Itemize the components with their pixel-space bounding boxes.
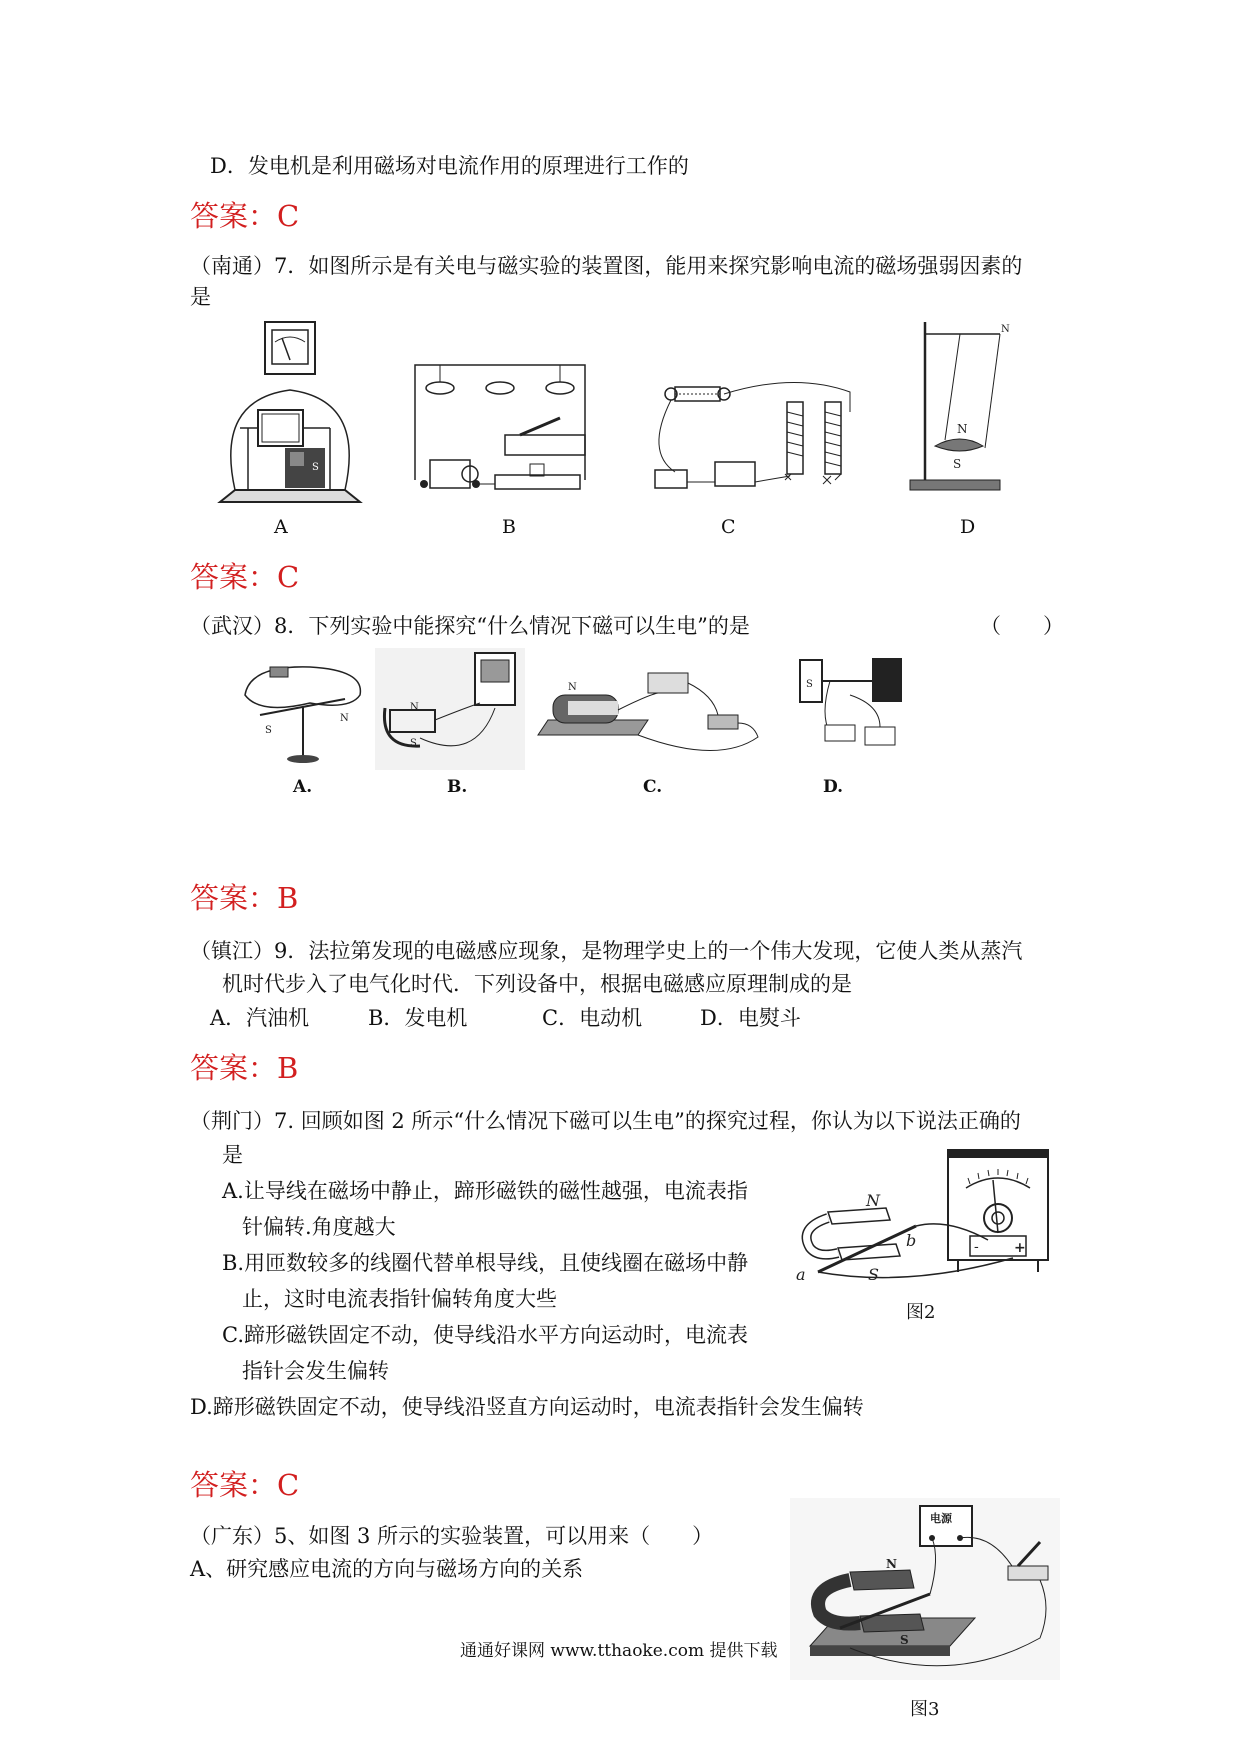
q8-wuhan-caption-b: B. [447,777,468,797]
q5-guangdong-figure-caption: 图3 [910,1699,940,1720]
q7-jingmen-figure-2 [788,1148,1058,1288]
q7-nantong-figure-c [645,372,865,497]
q8-wuhan-caption-a: A. [293,777,313,797]
fig3-device-label: 电源 [930,1512,952,1525]
q7-jingmen-option-c-2: 指针会发生偏转 [242,1359,389,1383]
q9-option-b: B．发电机 [368,1006,468,1030]
fig-wb-n-label: N [410,702,419,713]
q7-nantong-caption-b: B [502,516,516,538]
q9-zhenjiang-stem-1: （镇江）9．法拉第发现的电磁感应现象，是物理学史上的一个伟大发现，它使人类从蒸汽 [190,939,1023,963]
q7-jingmen-stem-1: （荆门）7. 回顾如图 2 所示“什么情况下磁可以生电”的探究过程，你认为以下说法正确的 [190,1109,1021,1133]
q7-jingmen-option-b-2: 止，这时电流表指针偏转角度大些 [242,1287,557,1311]
q7-nantong-figure-b [410,360,590,500]
q8-wuhan-figure-b [375,648,525,770]
q7-jingmen-option-a-2: 针偏转.角度越大 [242,1215,396,1239]
q7-jingmen-option-c-1: C.蹄形磁铁固定不动，使导线沿水平方向运动时，电流表 [222,1323,748,1347]
answer-label: 答案： [190,560,278,594]
q7-nantong-stem-1: （南通）7．如图所示是有关电与磁实验的装置图，能用来探究影响电流的磁场强弱因素的 [190,254,1023,278]
answer-value: C [277,199,300,233]
fig3-s-label: S [900,1633,909,1647]
q5-guangdong-stem: （广东）5、如图 3 所示的实验装置，可以用来（ ） [190,1524,714,1548]
fig3-n-label: N [886,1557,897,1571]
answer-label: 答案： [190,1051,278,1085]
answer-label: 答案： [190,199,278,233]
fig2-s-label: S [868,1265,879,1284]
q9-option-a: A．汽油机 [210,1006,310,1030]
q7-jingmen-option-a-1: A.让导线在磁场中静止，蹄形磁铁的磁性越强，电流表指 [222,1179,748,1203]
fig2-b-label: b [906,1231,917,1250]
q7-nantong-figure-d [905,320,1015,500]
q9-option-d: D．电熨斗 [700,1006,801,1030]
answer-2 [190,559,299,595]
q7-nantong-caption-c: C [721,516,736,538]
fig-a-s-label: S [312,462,319,473]
q7-nantong-caption-d: D [960,516,976,538]
answer-label: 答案： [190,881,278,915]
q7-jingmen-figure-caption: 图2 [906,1302,936,1323]
q5-guangdong-option-a: A、研究感应电流的方向与磁场方向的关系 [190,1557,584,1581]
q9-zhenjiang-stem-2: 机时代步入了电气化时代．下列设备中，根据电磁感应原理制成的是 [222,972,852,996]
fig-d-s-label: S [953,457,962,471]
q8-wuhan-stem: （武汉）8．下列实验中能探究“什么情况下磁可以生电”的是 [190,614,750,638]
fig-d-n-label: N [957,422,968,436]
fig2-plus-label: + [1014,1240,1026,1256]
answer-value: C [277,1468,300,1502]
q9-option-c: C．电动机 [542,1006,643,1030]
answer-value: C [277,560,300,594]
q7-nantong-figure-a [220,320,360,510]
answer-3 [190,880,298,916]
q7-nantong-stem-2: 是 [190,285,211,309]
fig2-minus-label: - [974,1239,979,1255]
answer-5 [190,1467,299,1503]
q8-wuhan-blank: （ ） [980,614,1064,638]
fig2-n-label: N [866,1191,880,1210]
q7-jingmen-option-b-1: B.用匝数较多的线圈代替单根导线，且使线圈在磁场中静 [222,1251,749,1275]
fig-wa-s-label: S [265,725,272,736]
q7-nantong-caption-a: A [274,516,288,538]
q8-wuhan-caption-d: D. [823,777,844,797]
fig-wd-s-label: S [806,679,813,690]
q7-jingmen-option-d: D.蹄形磁铁固定不动，使导线沿竖直方向运动时，电流表指针会发生偏转 [190,1395,864,1419]
q6-option-d: D．发电机是利用磁场对电流作用的原理进行工作的 [210,154,689,178]
answer-label: 答案： [190,1468,278,1502]
q8-wuhan-figure-a [240,655,370,770]
fig-wb-s-label: S [410,738,417,749]
answer-value: B [277,881,299,915]
answer-value: B [277,1051,299,1085]
q8-wuhan-figure-d [790,655,905,765]
q8-wuhan-caption-c: C. [643,777,663,797]
answer-4 [190,1050,298,1086]
page-footer: 通通好课网 www.tthaoke.com 提供下载 [460,1641,778,1661]
q8-wuhan-figure-c [538,665,768,770]
answer-1 [190,198,299,234]
fig2-a-label: a [796,1265,806,1284]
fig-wa-n-label: N [340,713,349,724]
q5-guangdong-figure-3 [790,1498,1060,1680]
q7-jingmen-stem-2: 是 [222,1143,243,1167]
fig-wc-n-label: N [568,682,577,693]
fig-d-plus-label: N [1001,324,1010,335]
